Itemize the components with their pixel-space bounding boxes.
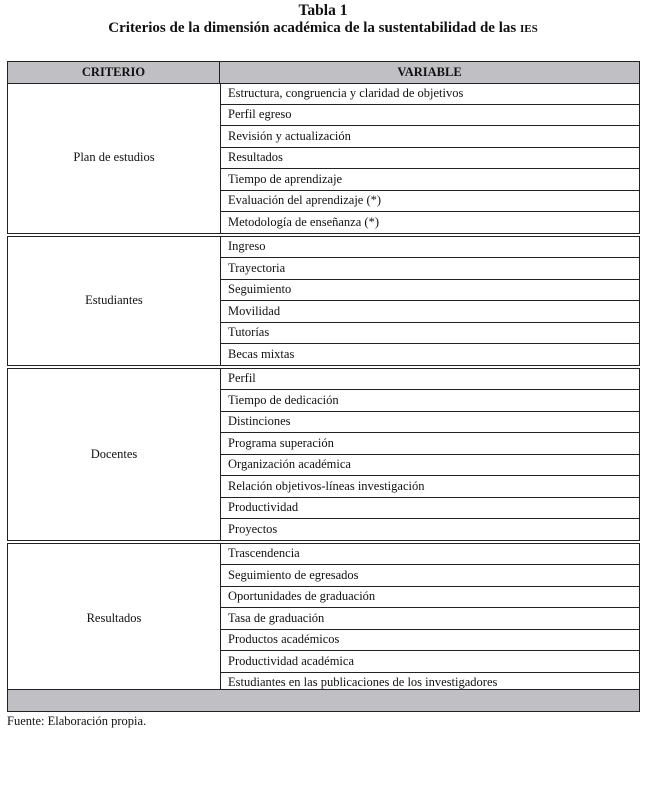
criterio-cell: Docentes: [8, 369, 221, 540]
variable-cell: Resultados: [221, 148, 639, 170]
variable-cell: Oportunidades de graduación: [221, 587, 639, 609]
table-body: [7, 83, 640, 694]
variable-cell: Seguimiento: [221, 280, 639, 302]
variable-cell: Distinciones: [221, 412, 639, 434]
variable-cell: Becas mixtas: [228, 346, 295, 361]
table-title-text: Criterios de la dimensión académica de la sustentabilidad de las: [108, 20, 517, 36]
source-note: Fuente: Elaboración propia.: [7, 714, 147, 728]
variable-cell: Proyectos: [228, 521, 278, 536]
criterio-group: [7, 83, 640, 234]
table-number: Tabla 1: [298, 2, 348, 19]
variable-cell: Programa superación: [221, 433, 639, 455]
variable-cell: Productos académicos: [221, 630, 639, 652]
table-title: [0, 20, 646, 37]
variable-cell: Productividad académica: [221, 651, 639, 673]
variable-cell: Ingreso: [221, 237, 639, 259]
criterio-group: [7, 236, 640, 366]
header-variable: VARIABLE: [397, 65, 462, 79]
variable-cell: Perfil egreso: [221, 105, 639, 127]
variable-cell: Estudiantes en las publicaciones de los investigadores: [228, 675, 498, 690]
variables-list: [221, 544, 639, 694]
variable-cell: Evaluación del aprendizaje (*): [221, 191, 639, 213]
variable-cell: Seguimiento de egresados: [221, 565, 639, 587]
criterio-group: [7, 368, 640, 541]
table-footer-bar: [7, 689, 640, 712]
variable-cell: Productividad: [221, 498, 639, 520]
table-title-abbr: IES: [519, 23, 538, 35]
header-criterio: CRITERIO: [8, 62, 220, 83]
variable-cell: Estructura, congruencia y claridad de objetivos: [221, 83, 639, 105]
variables-list: [221, 369, 639, 540]
variable-cell: Metodología de enseñanza (*): [228, 214, 379, 229]
variable-cell: Organización académica: [221, 455, 639, 477]
variable-cell: Perfil: [221, 369, 639, 391]
variable-cell: Trayectoria: [221, 258, 639, 280]
variable-cell: Tutorías: [221, 323, 639, 345]
criterio-cell: Plan de estudios: [8, 83, 221, 233]
variable-cell: Movilidad: [221, 301, 639, 323]
criterio-cell: Estudiantes: [8, 237, 221, 365]
variable-cell: Relación objetivos-líneas investigación: [221, 476, 639, 498]
variable-cell: Revisión y actualización: [221, 126, 639, 148]
variables-list: [221, 83, 639, 233]
variable-cell: Tasa de graduación: [221, 608, 639, 630]
variable-cell: Tiempo de aprendizaje: [221, 169, 639, 191]
criterio-group: [7, 543, 640, 695]
table-header: [7, 61, 640, 84]
criterio-cell: Resultados: [8, 544, 221, 694]
variable-cell: Tiempo de dedicación: [221, 390, 639, 412]
variables-list: [221, 237, 639, 365]
variable-cell: Trascendencia: [221, 544, 639, 566]
